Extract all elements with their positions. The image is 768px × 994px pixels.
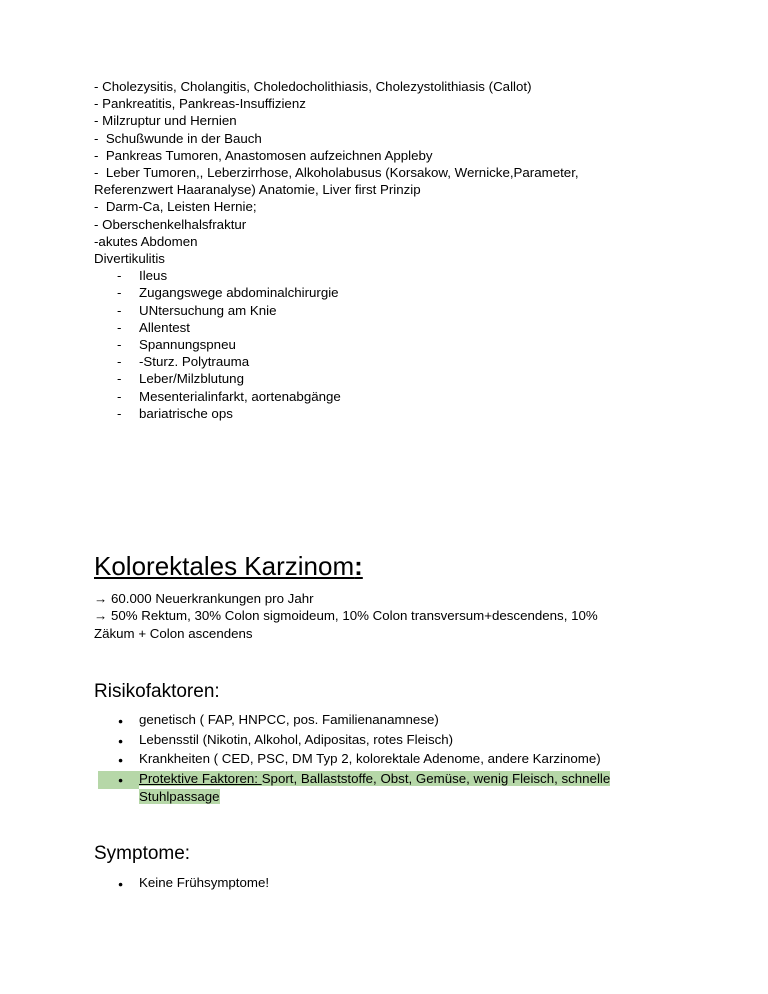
dash-list-item bbox=[94, 319, 674, 336]
dash-item-label: -Sturz. Polytrauma bbox=[139, 354, 250, 370]
symptom-label: Keine Frühsymptome! bbox=[139, 875, 270, 891]
dash-marker: - bbox=[117, 285, 122, 301]
notes-block bbox=[94, 78, 674, 267]
vertical-gap bbox=[94, 642, 674, 680]
doc-line: - Schußwunde in der Bauch bbox=[94, 130, 262, 146]
dash-list-item bbox=[94, 302, 674, 319]
doc-line: - Pankreatitis, Pankreas-Insuffizienz bbox=[94, 96, 306, 112]
doc-line: Divertikulitis bbox=[94, 251, 165, 267]
page-title-text: Kolorektales Karzinom bbox=[94, 551, 355, 582]
dash-list-item bbox=[94, 370, 674, 387]
symptoms-heading: Symptome: bbox=[94, 843, 191, 865]
page-title bbox=[94, 550, 674, 582]
dash-item-label: Leber/Milzblutung bbox=[139, 371, 244, 387]
bullet-icon: ● bbox=[118, 879, 124, 890]
protective-factors-item bbox=[94, 770, 674, 807]
protective-factors-rest: Sport, Ballaststoffe, Obst, Gemüse, wenig Fleisch, schnelle bbox=[261, 770, 611, 786]
bullet-icon: ● bbox=[98, 771, 139, 789]
dash-item-label: bariatrische ops bbox=[139, 405, 233, 421]
dash-item-label: Spannungspneu bbox=[139, 337, 236, 353]
page-title-colon: : bbox=[354, 551, 363, 582]
bullet-icon: ● bbox=[118, 716, 124, 727]
risk-factor-label: Lebensstil (Nikotin, Alkohol, Adipositas, rotes Fleisch) bbox=[139, 731, 454, 747]
doc-line: Referenzwert Haaranalyse) Anatomie, Liver first Prinzip bbox=[94, 182, 421, 198]
dash-list-item bbox=[94, 336, 674, 353]
dash-marker: - bbox=[117, 337, 122, 353]
doc-line: - Leber Tumoren,, Leberzirrhose, Alkoholabusus (Korsakow, Wernicke,Parameter, bbox=[94, 165, 579, 181]
fact-line: Zäkum + Colon ascendens bbox=[94, 625, 253, 641]
dash-marker: - bbox=[117, 319, 122, 335]
risk-factor-item bbox=[94, 731, 674, 750]
dash-list-item bbox=[94, 388, 674, 405]
dash-item-label: Allentest bbox=[139, 319, 190, 335]
risk-factor-item bbox=[94, 711, 674, 730]
bullet-icon: ● bbox=[118, 755, 124, 766]
dash-marker: - bbox=[117, 302, 122, 318]
doc-line: - Oberschenkelhalsfraktur bbox=[94, 216, 247, 232]
dash-marker: - bbox=[117, 388, 122, 404]
protective-factors-line2: Stuhlpassage bbox=[139, 788, 220, 804]
dash-list-item bbox=[94, 353, 674, 370]
dash-list-item bbox=[94, 267, 674, 284]
symptoms-list bbox=[94, 874, 674, 893]
facts-block bbox=[94, 590, 674, 642]
doc-line: - Pankreas Tumoren, Anastomosen aufzeichnen Appleby bbox=[94, 147, 433, 163]
doc-line: -akutes Abdomen bbox=[94, 233, 198, 249]
doc-line: - Darm-Ca, Leisten Hernie; bbox=[94, 199, 257, 215]
risk-factors-heading: Risikofaktoren: bbox=[94, 681, 220, 703]
dash-list-item bbox=[94, 284, 674, 301]
dash-item-label: UNtersuchung am Knie bbox=[139, 302, 277, 318]
dash-marker: - bbox=[117, 405, 122, 421]
fact-line: → 60.000 Neuerkrankungen pro Jahr bbox=[94, 591, 314, 607]
symptom-item bbox=[94, 874, 674, 893]
fact-line: → 50% Rektum, 30% Colon sigmoideum, 10% Colon transversum+descendens, 10% bbox=[94, 608, 598, 624]
risk-factor-label: genetisch ( FAP, HNPCC, pos. Familienanamnese) bbox=[139, 712, 439, 728]
dash-marker: - bbox=[117, 354, 122, 370]
risk-factors-list bbox=[94, 711, 674, 806]
dash-marker: - bbox=[117, 268, 122, 284]
bullet-icon: ● bbox=[118, 735, 124, 746]
doc-line: - Cholezysitis, Cholangitis, Choledocholithiasis, Cholezystolithiasis (Callot) bbox=[94, 79, 532, 94]
vertical-gap bbox=[94, 422, 674, 550]
dash-list bbox=[94, 267, 674, 422]
doc-line: - Milzruptur und Hernien bbox=[94, 113, 237, 129]
dash-item-label: Ileus bbox=[139, 268, 168, 284]
protective-factors-lead: Protektive Faktoren: bbox=[139, 770, 262, 786]
dash-marker: - bbox=[117, 371, 122, 387]
dash-item-label: Mesenterialinfarkt, aortenabgänge bbox=[139, 388, 341, 404]
risk-factor-label: Krankheiten ( CED, PSC, DM Typ 2, kolorektale Adenome, andere Karzinome) bbox=[139, 751, 601, 767]
risk-factor-item bbox=[94, 750, 674, 769]
protective-factors-text bbox=[139, 770, 674, 807]
vertical-gap bbox=[94, 806, 674, 842]
dash-item-label: Zugangswege abdominalchirurgie bbox=[139, 285, 339, 301]
dash-list-item bbox=[94, 405, 674, 422]
